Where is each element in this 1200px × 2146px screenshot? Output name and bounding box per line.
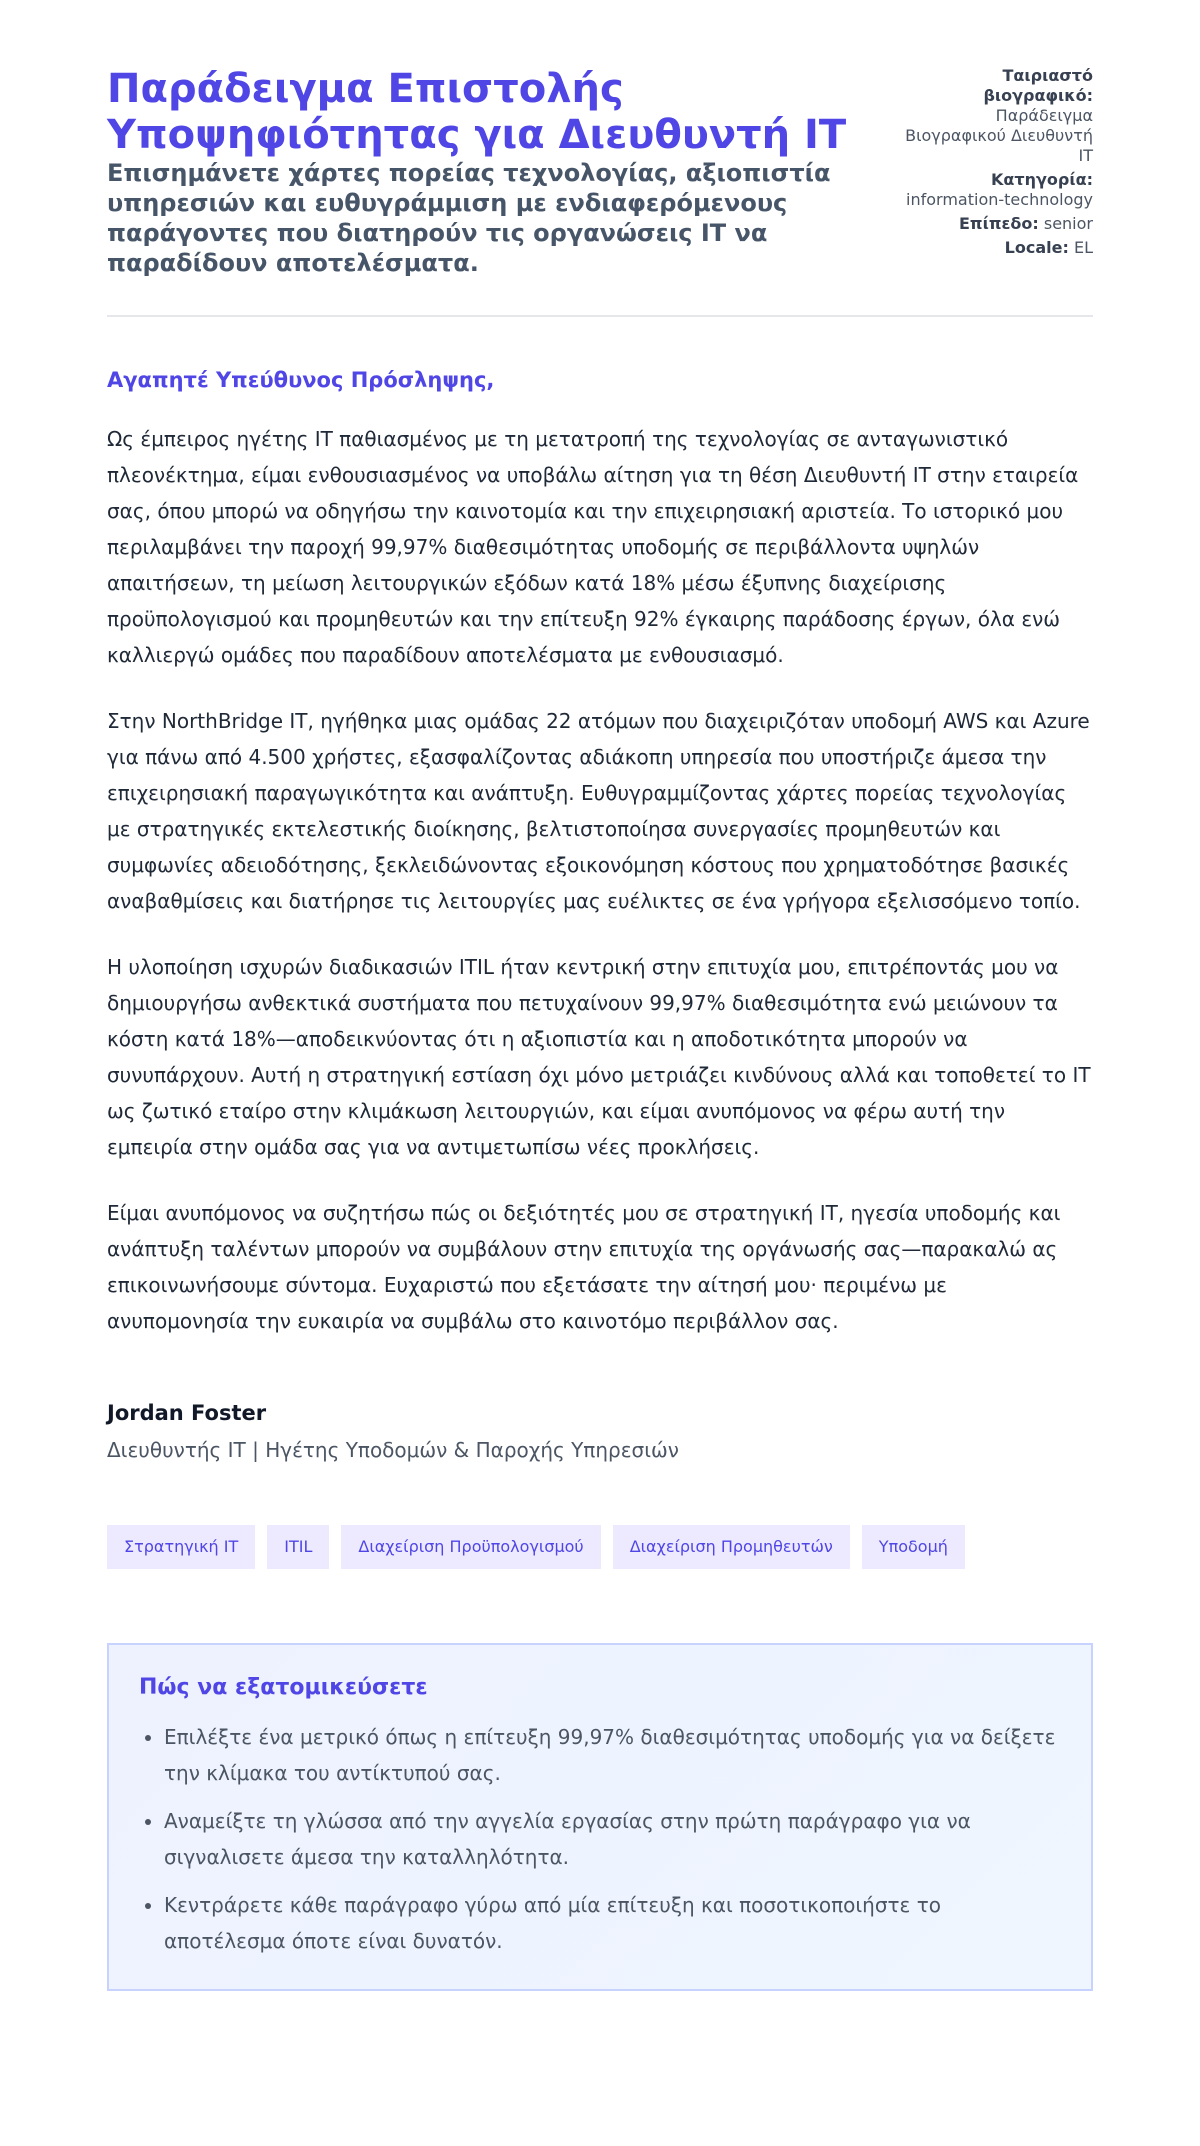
letter-paragraph: Η υλοποίηση ισχυρών διαδικασιών ITIL ήταν κεντρική στην επιτυχία μου, επιτρέποντάς μου να δημιουργήσω ανθεκτικά συστήματα που πετυχαίνουν 99,97% διαθεσιμότητα ενώ μειώνουν τα κόστη κατά 18%—αποδεικνύοντας ότι η αξιοπιστία και η αποδοτικότητα μπορούν να συνυπάρχουν. Αυτή η στρατηγική εστίαση όχι μόνο μετριάζει κινδύνους αλλά και τοποθετεί το IT ως ζωτικό εταίρο στην κλιμάκωση λειτουργιών, και είμαι ανυπόμονος να φέρω αυτή την εμπειρία στην ομάδα σας για να αντιμετωπίσω νέες προκλήσεις. xyxy=(107,955,1091,1159)
page-header xyxy=(107,0,1093,317)
signature-block xyxy=(107,1397,1093,1465)
skill-tags xyxy=(107,1525,1093,1569)
letter-body xyxy=(107,365,1093,1339)
meta-resume-value: Παράδειγμα Βιογραφικού Διευθυντή IT xyxy=(905,106,1093,165)
letter-paragraph: Στην NorthBridge IT, ηγήθηκα μιας ομάδας 22 ατόμων που διαχειριζόταν υποδομή AWS και Azure για πάνω από 4.500 χρήστες, εξασφαλίζοντας αδιάκοπη υπηρεσία που υποστήριζε άμεσα την επιχειρησιακή παραγωγικότητα και ανάπτυξη. Ευθυγραμμίζοντας χάρτες πορείας τεχνολογίας με στρατηγικές εκτελεστικής διοίκησης, βελτιστοποίησα συνεργασίες προμηθευτών και συμφωνίες αδειοδότησης, ξεκλειδώνοντας εξοικονόμηση κόστους που χρηματοδότησε βασικές αναβαθμίσεις και διατήρησε τις λειτουργίες μας ευέλικτες σε ένα γρήγορα εξελισσόμενο τοπίο. xyxy=(107,709,1090,913)
meta-category-value: information-technology xyxy=(906,190,1093,209)
meta-level-label: Επίπεδο: xyxy=(959,214,1039,233)
skill-tag: Στρατηγική IT xyxy=(107,1525,255,1569)
meta-panel xyxy=(903,66,1093,262)
tips-title: Πώς να εξατομικεύσετε xyxy=(139,1675,428,1700)
meta-locale-label: Locale: xyxy=(1004,238,1069,257)
tip-item: • Αναμείξτε τη γλώσσα από την αγγελία εργασίας στην πρώτη παράγραφο για να σιγναλισετε άμεσα την καταλληλότητα. xyxy=(164,1803,1061,1875)
page-title: Παράδειγμα Επιστολής Υποψηφιότητας για Διευθυντή IT xyxy=(107,66,847,158)
skill-tag: Διαχείριση Προμηθευτών xyxy=(613,1525,850,1569)
tips-list xyxy=(139,1719,1061,1959)
letter-paragraph: Ως έμπειρος ηγέτης IT παθιασμένος με τη μετατροπή της τεχνολογίας σε ανταγωνιστικό πλεονέκτημα, είμαι ενθουσιασμένος να υποβάλω αίτηση για τη θέση Διευθυντή IT στην εταιρεία σας, όπου μπορώ να οδηγήσω την καινοτομία και την επιχειρησιακή αριστεία. Το ιστορικό μου περιλαμβάνει την παροχή 99,97% διαθεσιμότητας υποδομής σε περιβάλλοντα υψηλών απαιτήσεων, τη μείωση λειτουργικών εξόδων κατά 18% μέσω έξυπνης διαχείρισης προϋπολογισμού και προμηθευτών και την επίτευξη 92% έγκαιρης παράδοσης έργων, όλα ενώ καλλιεργώ ομάδες που παραδίδουν αποτελέσματα με ενθουσιασμό. xyxy=(107,427,1079,667)
signature-name: Jordan Foster xyxy=(107,1401,267,1425)
tip-item: • Επιλέξτε ένα μετρικό όπως η επίτευξη 99,97% διαθεσιμότητας υποδομής για να δείξετε την κλίμακα του αντίκτυπού σας. xyxy=(164,1719,1061,1791)
skill-tag: Υποδομή xyxy=(862,1525,965,1569)
skill-tag: ITIL xyxy=(267,1525,329,1569)
meta-category xyxy=(903,170,1093,210)
letter-greeting: Αγαπητέ Υπεύθυνος Πρόσληψης, xyxy=(107,368,495,392)
page-subtitle: Επισημάνετε χάρτες πορείας τεχνολογίας, αξιοπιστία υπηρεσιών και ευθυγράμμιση με ενδιαφερόμενους παράγοντες που διατηρούν τις οργανώσεις IT να παραδίδουν αποτελέσματα. xyxy=(107,159,831,277)
header-titles xyxy=(107,66,887,278)
skill-tag: Διαχείριση Προϋπολογισμού xyxy=(341,1525,600,1569)
customization-tips xyxy=(107,1643,1093,1991)
meta-level xyxy=(903,214,1093,234)
meta-locale-value: EL xyxy=(1073,238,1093,257)
meta-category-label: Κατηγορία: xyxy=(991,170,1093,189)
meta-locale xyxy=(903,238,1093,258)
meta-level-value: senior xyxy=(1043,214,1093,233)
meta-resume-label: Ταιριαστό βιογραφικό: xyxy=(983,66,1093,105)
tip-item: • Κεντράρετε κάθε παράγραφο γύρω από μία επίτευξη και ποσοτικοποιήστε το αποτέλεσμα όποτε είναι δυνατόν. xyxy=(164,1887,1061,1959)
letter-paragraph: Είμαι ανυπόμονος να συζητήσω πώς οι δεξιότητές μου σε στρατηγική IT, ηγεσία υποδομής και ανάπτυξη ταλέντων μπορούν να συμβάλουν στην επιτυχία της οργάνωσής σας—παρακαλώ ας επικοινωνήσουμε σύντομα. Ευχαριστώ που εξετάσατε την αίτησή μου· περιμένω με ανυπομονησία την ευκαιρία να συμβάλω στο καινοτόμο περιβάλλον σας. xyxy=(107,1201,1061,1333)
signature-title: Διευθυντής IT | Ηγέτης Υποδομών & Παροχής Υπηρεσιών xyxy=(107,1438,679,1462)
meta-resume xyxy=(903,66,1093,166)
